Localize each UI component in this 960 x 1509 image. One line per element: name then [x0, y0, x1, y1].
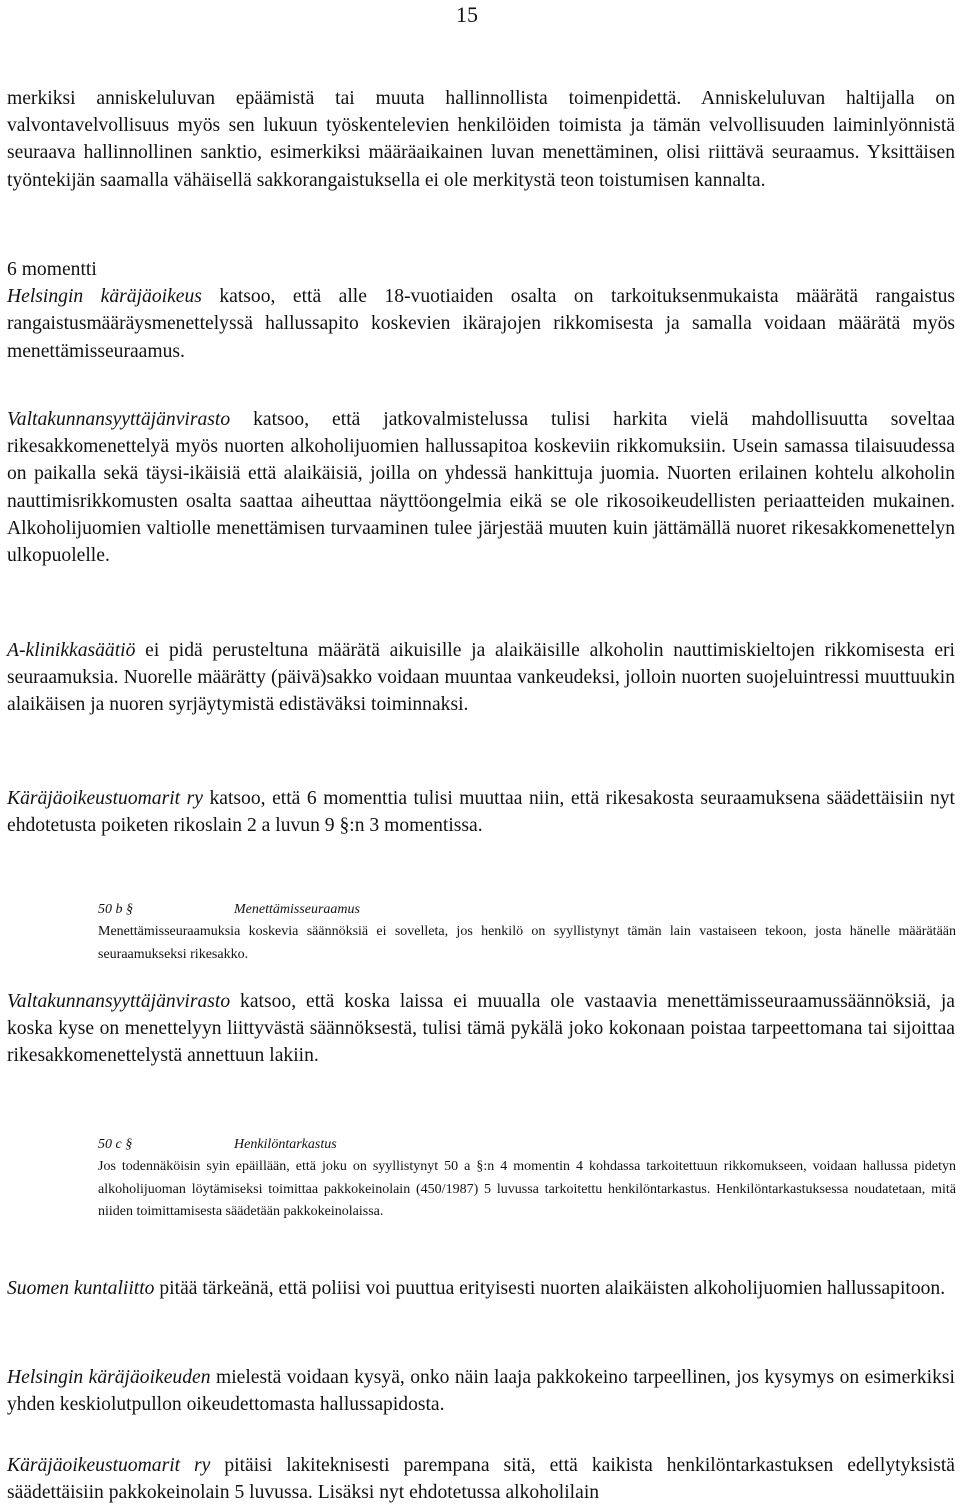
page-number: 15 [456, 2, 478, 27]
statute-text: Jos todennäköisin syin epäillään, että joku on syyllistynyt 50 a §:n 4 momentin 4 kohdassa tarkoitettuun rikkomukseen, voidaan hallussa pidetyn alkoholijuoman löytämiseksi toimittaa pakkokeinolain (450/1987) 5 luvussa tarkoitettu henkilöntarkastus. Henkilöntarkastuksessa noudatetaan, mitä niiden toimittamisesta säädetään pakkokeinolaissa. [98, 1159, 956, 1220]
organisation-name: Valtakunnansyyttäjänvirasto [7, 991, 231, 1012]
statute-title: Henkilöntarkastus [234, 1137, 337, 1152]
paragraph-text: katsoo, että alle 18-vuotiaiden osalta on tarkoituksenmukaista määrätä rangaistus rangaistusmääräysmenettelyssä hallussapito koskevien ikärajojen rikkomisesta ja samalla voidaan määrätä myös menettämisseuraamus. [7, 286, 955, 362]
paragraph-a-klinikka [7, 637, 955, 719]
organisation-name: A-klinikkasäätiö [7, 640, 136, 661]
paragraph-text: katsoo, että jatkovalmistelussa tulisi harkita vielä mahdollisuutta soveltaa rikesakkomenettelyä myös nuorten alkoholijuomien hallussapitoa koskeviin rikkomuksiin. Usein samassa tilaisuudessa on paikalla sekä täysi-ikäisiä että alaikäisiä, joilla on yhdessä hankittuja juomia. Nuorten erilainen kohtelu alkoholin nauttimisrikkomusten osalta saattaa aiheuttaa näyttöongelmia eikä se ole rikosoikeudellisten periaatteiden mukainen. Alkoholijuomien valtiolle menettämisen turvaaminen tulee järjestää muuten kuin jättämällä nuoret rikesakkomenettelyn ulkopuolelle. [7, 409, 955, 567]
paragraph-district-judges-2 [7, 1452, 955, 1506]
paragraph-text: ei pidä perusteltuna määrätä aikuisille ja alaikäisille alkoholin nauttimiskieltojen rikkomisesta eri seuraamuksia. Nuorelle määrätty (päivä)sakko voidaan muuntaa vankeudeksi, jolloin nuorten suojeluintressi muuttuukin alaikäisen ja nuoren syrjäytymistä edistäväksi toiminnaksi. [7, 640, 955, 716]
paragraph-text: mielestä voidaan kysyä, onko näin laaja pakkokeino tarpeellinen, jos kysymys on esimerkiksi yhden keskiolutpullon oikeudettomasta hallussapidosta. [7, 1367, 955, 1416]
paragraph-text: pitää tärkeänä, että poliisi voi puuttua erityisesti nuorten alaikäisten alkoholijuomien hallussapitoon. [154, 1278, 946, 1299]
statute-section: 50 c § [98, 1137, 133, 1152]
statute-section: 50 b § [98, 902, 133, 917]
paragraph-text: pitäisi lakiteknisesti parempana sitä, että kaikista henkilöntarkastuksen edellytyksistä säädettäisiin pakkokeinolain 5 luvussa. Lisäksi nyt ehdotetussa alkoholilain [7, 1455, 955, 1504]
organisation-name: Suomen kuntaliitto [7, 1278, 155, 1299]
paragraph-text: katsoo, että 6 momenttia tulisi muuttaa niin, että rikesakosta seuraamuksena säädettäisiin nyt ehdotetusta poiketen rikoslain 2 a luvun 9 §:n 3 momentissa. [7, 788, 955, 837]
paragraph-district-judges [7, 785, 955, 839]
paragraph-kuntaliitto [7, 1275, 955, 1302]
paragraph-prosecutor-office-2 [7, 988, 955, 1070]
organisation-name: Käräjäoikeustuomarit ry [7, 1455, 211, 1476]
organisation-name: Valtakunnansyyttäjänvirasto [7, 409, 231, 430]
organisation-name: Käräjäoikeustuomarit ry [7, 788, 203, 809]
paragraph-text: katsoo, että koska laissa ei muualla ole vastaavia menettämisseuraamussäännöksiä, ja koska kyse on menettelyyn liittyvästä säännöksestä, tulisi tämä pykälä joko kokonaan poistaa tarpeettomana tai sijoittaa rikesakkomenettelystä annettuun lakiin. [7, 991, 955, 1067]
statute-quote-50b [98, 899, 956, 966]
organisation-name: Helsingin käräjäoikeuden [7, 1367, 211, 1388]
statute-heading [98, 1134, 956, 1156]
paragraph-helsinki-court-2 [7, 1364, 955, 1418]
statute-heading [98, 899, 956, 921]
statute-text: Menettämisseuraamuksia koskevia säännöksiä ei sovelleta, jos henkilö on syyllistynyt tämän lain vastaiseen tekoon, josta hänelle määrätään seuraamukseksi rikesakko. [98, 924, 956, 962]
paragraph-licence-holder [7, 85, 955, 194]
organisation-name: Helsingin käräjäoikeus [7, 286, 202, 308]
statute-title: Menettämisseuraamus [234, 902, 360, 917]
statute-quote-50c [98, 1134, 956, 1224]
paragraph-helsinki-court [7, 256, 955, 365]
paragraph-prosecutor-office [7, 406, 955, 569]
section-heading-6-momentti: 6 momentti [7, 259, 97, 280]
paragraph-text: merkiksi anniskeluluvan epäämistä tai muuta hallinnollista toimenpidettä. Anniskeluluvan haltijalla on valvontavelvollisuus myös sen lukuun työskentelevien henkilöiden toimista ja tämän velvollisuuden laiminlyönnistä seuraava hallinnollinen sanktio, esimerkiksi määräaikainen luvan menettäminen, olisi riittävä seuraamus. Yksittäisen työntekijän saamalla vähäisellä sakkorangaistuksella ei ole merkitystä teon toistumisen kannalta. [7, 88, 955, 191]
